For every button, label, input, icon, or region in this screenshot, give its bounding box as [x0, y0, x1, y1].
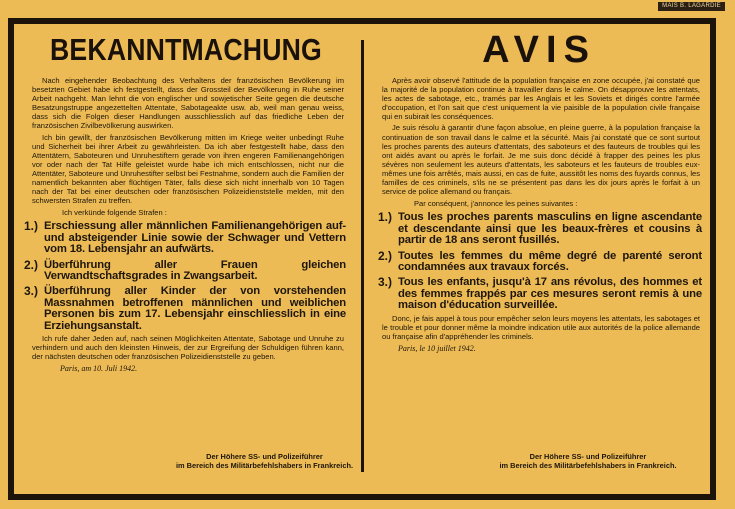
french-penalty-2-text: Toutes les femmes du même degré de parenté seront condamnées aux travaux forcés.: [398, 249, 702, 273]
german-column: [22, 26, 354, 471]
corner-label: MAIS B. LAGARDIE: [658, 2, 725, 11]
french-penalty-1-text: Tous les proches parents masculins en ligne ascendante et descendante ainsi que les beaux-frères et cousins à partir de 18 ans seront fusillés.: [398, 211, 702, 247]
french-penalty-3-text: Tous les enfants, jusqu'à 17 ans révolus, des hommes et des femmes frappés par ces mesures seront remis à une maison d'éducation surveillée.: [398, 276, 702, 312]
french-column: [374, 26, 704, 471]
german-place-date: Paris, am 10. Juli 1942.: [60, 364, 138, 374]
french-title: AVIS: [482, 29, 596, 71]
german-penalty-1-text: Erschiessung aller männlichen Familienangehörigen auf- und absteigender Linie sowie der Schwager und Vettern vom 18. Lebensjahr an aufwärts.: [44, 220, 346, 256]
german-closing: Ich rufe daher Jeden auf, nach seinen Möglichkeiten Attentate, Sabotage und Unruhe zu verhindern und auch den kleinsten Hinweis, der zur Ergreifung der Schuldigen führen kann, der nächsten deutschen oder französischen Polizeidienststelle zu geben.: [32, 334, 344, 362]
german-paragraph-1: Nach eingehender Beobachtung des Verhaltens der französischen Bevölkerung im besetzten Gebiet habe ich festgestellt, dass der Grossteil der Bevölkerung in Ruhe seiner Arbeit nachgeht. Man lehnt die von englischer und sowjetischer Seite gegen die deutsche Besatzungstruppe angezettelten Attentate, Sabotageakte usw. ab, weil man genau weiss, dass sich die Folgen dieser Handlungen ausschliesslich auf das friedliche Leben der französischen Zivilbevölkerung auswirken.: [32, 76, 344, 131]
german-penalty-2-number: 2.): [24, 257, 39, 272]
french-paragraph-1: Après avoir observé l'attitude de la population française en zone occupée, j'ai constaté que la majorité de la population continue à travailler dans le calme. On désapprouve les attentats, les actes de sabotage, etc., tramés par les Anglais et les Soviets et dirigés contre l'armée d'occupation, et l'on sait que c'est uniquement la vie paisible de la population civile française qui en subirait les conséquences.: [382, 76, 700, 122]
french-penalty-1: [374, 212, 704, 246]
french-paragraph-2: Je suis résolu à garantir d'une façon absolue, en pleine guerre, à la population française la continuation de son travail dans le calme et la sécurité. Mais j'ai constaté que ce sont surtout les proches parents des auteurs d'attentats, des saboteurs et des fauteurs de troubles qui les ont aidés avant ou après le forfait. Je me suis donc décidé à frapper des peines les plus sévères non seulement les auteurs d'attentats, les saboteurs et les fauteurs de troubles eux-mêmes une fois arrêtés, mais aussi, en cas de fuite, aussitôt les noms des fuyards connus, les familles de ces criminels, s'ils ne se présentent pas dans les dix jours après le forfait à un service de police allemand ou français.: [382, 123, 700, 197]
french-penalty-2-number: 2.): [378, 248, 393, 263]
french-penalty-2: [374, 248, 704, 274]
german-penalty-3: [22, 286, 350, 332]
french-signature-line-2: im Bereich des Militärbefehlshabers in Frankreich.: [499, 461, 677, 471]
german-title: BEKANNTMACHUNG: [50, 32, 322, 67]
german-lead: Ich verkünde folgende Strafen :: [62, 208, 167, 218]
german-penalty-2-text: Überführung aller Frauen gleichen Verwandtschaftsgrades in Zwangsarbeit.: [44, 258, 346, 283]
german-penalty-3-text: Überführung aller Kinder der von vorstehenden Massnahmen betroffenen männlichen und weiblichen Personen bis zum 17. Lebensjahr einschliesslich in eine Erziehungsanstalt.: [44, 285, 346, 332]
french-closing: Donc, je fais appel à tous pour empêcher selon leurs moyens les attentats, les sabotages et le trouble et pour donner même la moindre indication utile aux autorités de la police allemande ou française afin d'appréhender les criminels.: [382, 313, 700, 341]
french-signature: [478, 452, 698, 470]
french-penalty-3: [374, 277, 704, 311]
german-penalty-2: [22, 257, 350, 283]
german-penalty-3-number: 3.): [24, 284, 39, 299]
german-signature: [172, 452, 357, 470]
french-place-date: Paris, le 10 juillet 1942.: [398, 343, 476, 353]
french-penalty-1-number: 1.): [378, 210, 393, 225]
french-signature-line-1: Der Höhere SS- und Polizeiführer: [529, 452, 647, 461]
french-penalty-3-number: 3.): [378, 275, 393, 290]
column-divider: [361, 40, 364, 472]
german-penalty-1-number: 1.): [24, 219, 39, 234]
german-paragraph-2: Ich bin gewillt, der französischen Bevölkerung mitten im Kriege weiter unbedingt Ruhe und Sicherheit bei ihrer Arbeit zu gewährleisten. Da ich aber festgestellt habe, dass den Attentätern, Saboteuren und Unruhestiftern gerade von ihren engeren Familienangehörigen vor oder nach der Tat Hilfe geleistet wurde habe ich mich entschlossen, nicht nur die Attentäter, Saboteure und Unruhestifter selbst bei Festnahme, sondern auch die Familien der namentlich bekannten aber flüchtigen Täter, falls diese sich nicht innerhalb von 10 Tagen nach der Tat bei einer deutschen oder französischen Polizeidienststelle melden, mit den schwersten Strafen zu treffen.: [32, 132, 344, 206]
french-lead: Par conséquent, j'annonce les peines suivantes :: [414, 199, 578, 209]
german-signature-line-1: Der Höhere SS- und Polizeiführer: [206, 452, 323, 461]
german-penalty-1: [22, 221, 350, 255]
german-signature-line-2: im Bereich des Militärbefehlshabers in Frankreich.: [175, 461, 354, 471]
